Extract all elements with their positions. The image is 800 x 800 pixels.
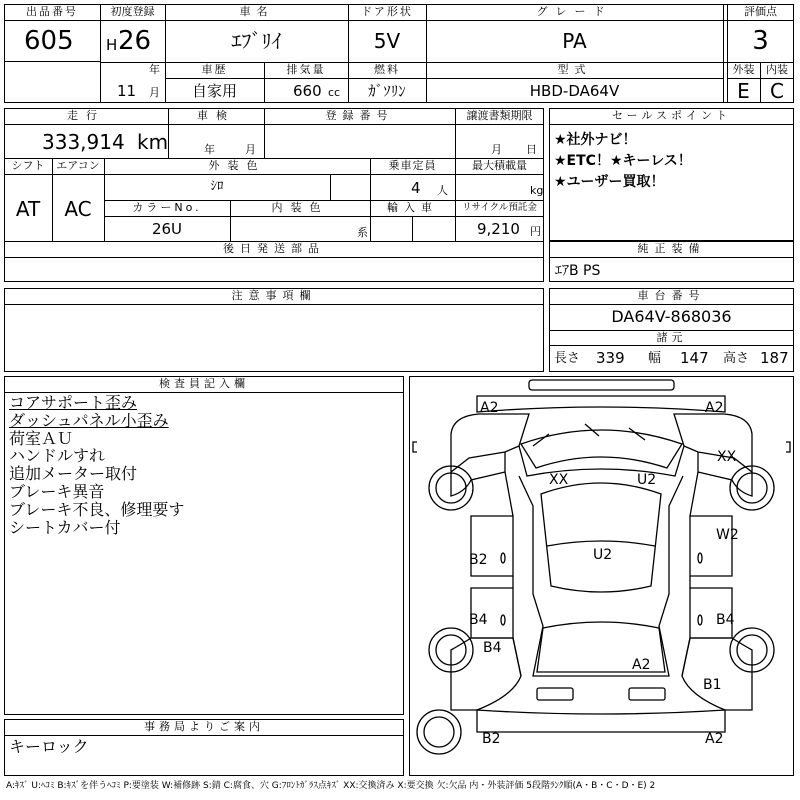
inspector-note: ダッシュパネル小歪み xyxy=(9,410,169,430)
damage-code: A2 xyxy=(705,731,724,747)
rear-plate-right xyxy=(629,688,665,700)
damage-code: A2 xyxy=(480,400,499,416)
recycle-value: 9,210 xyxy=(477,220,520,238)
score-value: 3 xyxy=(752,26,769,56)
office-label: 事務局よりご案内 xyxy=(144,720,264,733)
rule xyxy=(104,216,544,217)
damage-code: XX xyxy=(717,449,737,465)
right-door-handle-rear xyxy=(698,615,702,625)
capacity-label: 乗車定員 xyxy=(388,159,437,172)
displacement-label: 排気量 xyxy=(286,63,326,76)
rule xyxy=(549,124,794,125)
inspector-note: シートカバー付 xyxy=(9,517,121,537)
inspector-note: ハンドルすれ xyxy=(9,446,106,466)
rule xyxy=(4,304,544,305)
ext-color-value: ｼﾛ xyxy=(210,179,224,194)
legend: A:ｷｽﾞ U:ﾍｺﾐ B:ｷｽﾞを伴うﾍｺﾐ P:要塗装 W:補修跡 S:錆 C:腐食、穴 G:ﾌﾛﾝﾄｶﾞﾗｽ点ｷｽﾞ XX:交換済み X:要交換 欠:欠品 内・外装評価 5段階ﾗﾝｸ順(A・B・C・D・E) 2 xyxy=(6,781,656,791)
history-label: 車歴 xyxy=(201,63,228,76)
type-code-label: 型式 xyxy=(557,63,592,76)
hood xyxy=(519,446,684,476)
transfer-day-unit: 日 xyxy=(526,143,537,156)
interior-grade-value: C xyxy=(770,79,784,103)
type-code-value: HBD-DA64V xyxy=(529,82,620,100)
import-label: 輸入車 xyxy=(387,201,438,214)
ext-color-label: 外装色 xyxy=(208,159,266,172)
windshield-inner xyxy=(533,424,645,446)
aircon-label: エアコン xyxy=(56,159,100,172)
car-diagram xyxy=(409,376,794,776)
chassis-label: 車台番号 xyxy=(637,289,706,302)
door-value: 5V xyxy=(373,29,401,53)
int-color-unit: 系 xyxy=(357,226,368,239)
sales-point-line: ★ユーザー買取！ xyxy=(554,174,665,190)
inspector-label: 検査員記入欄 xyxy=(159,377,249,390)
rule xyxy=(549,304,794,305)
later-parts-label: 後日発送部品 xyxy=(223,242,325,255)
rule xyxy=(330,174,331,200)
exterior-grade-value: E xyxy=(737,79,750,103)
genuine-equipment-label: 純正装備 xyxy=(637,242,706,255)
inspection-label: 車検 xyxy=(197,109,235,122)
mileage-label: 走行 xyxy=(67,109,105,122)
capacity-value: 4 xyxy=(411,179,421,197)
rule xyxy=(4,735,404,736)
inspector-note: 追加メーター取付 xyxy=(9,464,138,484)
reg-era: H xyxy=(106,36,118,54)
max-load-label: 最大積載量 xyxy=(472,159,527,172)
damage-code: U2 xyxy=(593,547,613,563)
notes-label: 注意事項欄 xyxy=(231,289,317,302)
inspector-notes xyxy=(9,394,184,536)
damage-code: A2 xyxy=(632,657,651,673)
model-label: 車名 xyxy=(239,5,274,18)
right-front-door xyxy=(690,516,732,576)
inspector-note: ブレーキ不良、修理要す xyxy=(9,499,185,519)
dimensions-label: 諸元 xyxy=(656,331,687,344)
left-side-outline xyxy=(451,414,529,472)
height-value: 187 xyxy=(760,349,789,367)
front-bumper-lower xyxy=(477,396,725,412)
inspector-note: コアサポート歪み xyxy=(9,393,138,412)
recycle-unit: 円 xyxy=(530,225,541,238)
left-door-handle-rear xyxy=(501,615,505,625)
transfer-month-unit: 月 xyxy=(491,143,502,156)
rule xyxy=(549,345,794,346)
fuel-label: 燃料 xyxy=(374,63,400,76)
grade-label: グレード xyxy=(536,5,613,18)
cabin-outline xyxy=(519,476,683,676)
mileage-value: 333,914 xyxy=(42,130,125,154)
reg-month-unit: 月 xyxy=(149,86,160,99)
rule xyxy=(165,78,723,79)
sales-point-line: ★ETC！★キーレス！ xyxy=(554,153,692,169)
reg-year-unit: 年 xyxy=(149,63,160,76)
right-mirror-bracket xyxy=(786,442,790,452)
exterior-grade-label: 外装 xyxy=(732,63,755,76)
inspector-note: 荷室ＡＵ xyxy=(9,428,74,448)
grade-value: PA xyxy=(562,29,587,53)
right-rear-quarter xyxy=(682,638,752,710)
mileage-unit: km xyxy=(137,130,169,154)
int-color-label: 内装色 xyxy=(271,201,329,214)
right-side-outline xyxy=(674,414,752,472)
displacement-value: 660 xyxy=(293,82,322,100)
damage-code: W2 xyxy=(716,527,739,543)
interior-grade-label: 内装 xyxy=(766,63,788,76)
roof-rib xyxy=(547,541,655,546)
reg-number-label: 登録番号 xyxy=(325,109,394,122)
color-no-label: カラーNo. xyxy=(132,201,202,214)
width-label: 幅 xyxy=(648,351,662,366)
door-label: ドア形状 xyxy=(361,5,413,18)
damage-code: B2 xyxy=(482,731,501,747)
capacity-unit: 人 xyxy=(437,184,448,197)
length-label: 長さ xyxy=(554,351,581,366)
color-no-value: 26U xyxy=(151,220,183,238)
damage-code: B4 xyxy=(469,612,488,628)
length-value: 339 xyxy=(596,349,625,367)
rear-plate xyxy=(537,688,573,700)
office-value: キーロック xyxy=(9,737,89,756)
rear-bumper xyxy=(477,710,725,732)
shift-label: シフト xyxy=(11,159,45,172)
damage-code: XX xyxy=(549,472,569,488)
damage-code: B2 xyxy=(469,552,488,568)
chassis-value: DA64V-868036 xyxy=(611,307,732,326)
sales-point-lines xyxy=(554,130,692,193)
reg-month-value: 11 xyxy=(117,82,137,100)
left-mirror-bracket xyxy=(413,442,417,452)
rule xyxy=(4,257,544,258)
fuel-value: ｶﾞｿﾘﾝ xyxy=(368,82,406,100)
inspector-note: ブレーキ異音 xyxy=(9,481,105,501)
rule xyxy=(4,174,544,175)
score-label: 評価点 xyxy=(744,5,777,18)
roof xyxy=(541,483,661,592)
max-load-unit: kg xyxy=(530,184,544,197)
rule xyxy=(723,4,724,103)
width-value: 147 xyxy=(680,349,709,367)
damage-code: B4 xyxy=(716,612,735,628)
sales-point-label: セールスポイント xyxy=(611,109,731,122)
rule xyxy=(412,216,413,241)
damage-code: A2 xyxy=(705,400,724,416)
reg-year-value: 26 xyxy=(118,26,152,56)
history-value: 自家用 xyxy=(191,82,237,100)
lot-no-value: 605 xyxy=(24,26,74,56)
right-door-handle-front xyxy=(698,553,702,563)
front-bumper-outline xyxy=(529,380,674,390)
genuine-equipment-value: ｴｱB PS xyxy=(555,263,601,279)
left-front-fender xyxy=(451,452,505,496)
shift-value: AT xyxy=(15,197,41,221)
transfer-date-label: 譲渡書類期限 xyxy=(466,109,533,122)
aircon-value: AC xyxy=(64,197,92,221)
displacement-unit: cc xyxy=(328,86,341,99)
reg-year-label: 初度登録 xyxy=(110,5,155,18)
left-door-handle-front xyxy=(501,553,505,563)
rule xyxy=(4,20,794,21)
inspection-year-unit: 年 xyxy=(204,143,215,156)
damage-code: U2 xyxy=(637,472,657,488)
rule xyxy=(4,124,544,125)
damage-code: B1 xyxy=(703,677,722,693)
windshield xyxy=(521,430,682,468)
inspection-month-unit: 月 xyxy=(245,143,256,156)
damage-code: B4 xyxy=(483,640,502,656)
rule xyxy=(549,257,794,258)
lot-no-label: 出品番号 xyxy=(26,5,78,18)
rule xyxy=(4,61,100,62)
recycle-label: リサイクル預託金 xyxy=(462,202,537,213)
sales-point-line: ★社外ナビ！ xyxy=(554,132,637,148)
model-value: ｴﾌﾞﾘｲ xyxy=(231,29,282,53)
height-label: 高さ xyxy=(723,351,750,366)
spare-wheel-inner xyxy=(424,717,454,747)
